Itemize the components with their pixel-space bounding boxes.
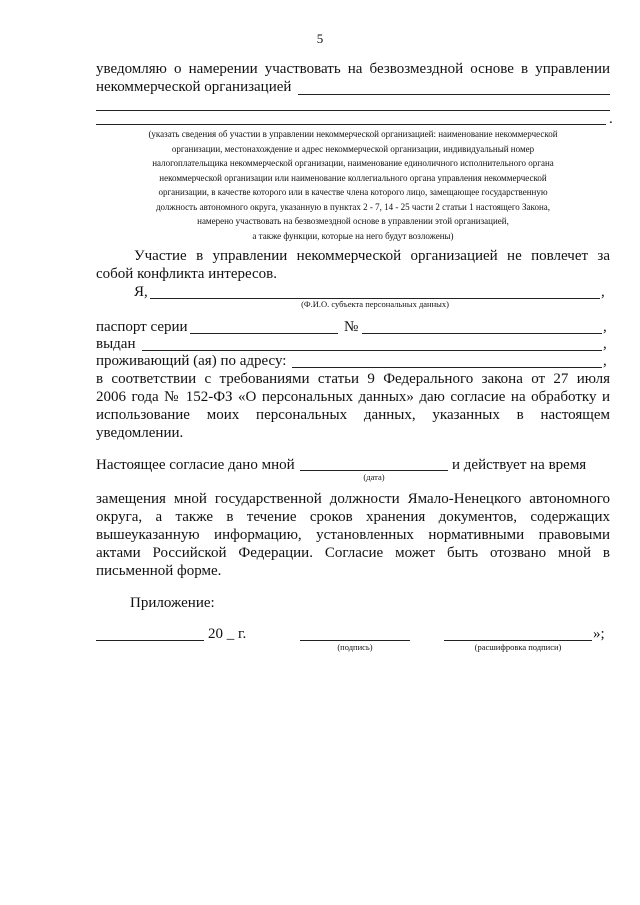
number-label: №	[344, 319, 359, 335]
passport-number-field[interactable]	[362, 333, 602, 334]
ya-end: ,	[601, 284, 605, 300]
date-caption: (дата)	[363, 472, 385, 482]
passport-series-field[interactable]	[190, 333, 338, 334]
notify-line-2: некоммерческой организацией	[96, 79, 292, 95]
explanatory-note	[96, 127, 610, 243]
consent-body-line: в соответствии с требованиями статьи 9 Федерального закона от 27 июля	[96, 371, 610, 387]
note-line: организации, в качестве которого или в качестве члена которого лицо, замещающее государственную	[158, 187, 548, 197]
consent-body-line: использование моих персональных данных, указанных в настоящем	[96, 407, 610, 423]
notify-line-1: уведомляю о намерении участвовать на безвозмездной основе в управлении	[96, 61, 610, 77]
issued-field[interactable]	[142, 350, 602, 351]
date-day-field[interactable]	[96, 640, 204, 641]
given-suffix: и действует на время	[452, 457, 587, 473]
consent-body-last: уведомлении.	[96, 425, 184, 441]
attachment-label: Приложение:	[130, 595, 215, 611]
date-field[interactable]	[300, 470, 448, 471]
address-label: проживающий (ая) по адресу:	[96, 353, 287, 369]
passport-end: ,	[603, 319, 607, 335]
passport-label: паспорт серии	[96, 319, 188, 335]
given-body-line: вышеуказанную информацию, установленных нормативными правовыми	[96, 527, 610, 543]
organization-field-line-3[interactable]	[96, 124, 606, 125]
given-body-last: письменной форме.	[96, 563, 222, 579]
given-body-line: округа, а также в течение сроков хранения документов, содержащих	[96, 509, 610, 525]
given-body-line: актами Российской Федерации. Согласие может быть отозвано мной в	[96, 545, 610, 561]
ya-label: Я,	[134, 284, 148, 300]
note-line: налогоплательщика некоммерческой организации, наименование единоличного исполнительного органа	[152, 158, 554, 168]
consent-body-line: 2006 года № 152-ФЗ «О персональных данных» даю согласие на обработку и	[96, 389, 610, 405]
signature-field[interactable]	[300, 640, 410, 641]
note-line: (указать сведения об участии в управлении некоммерческой организацией: наименование некоммерческой	[148, 129, 558, 139]
given-label: Настоящее согласие дано мной	[96, 457, 295, 473]
signature-decoding-field[interactable]	[444, 640, 592, 641]
note-line: должность автономного округа, указанную в пунктах 2 - 7, 14 - 25 части 2 статьи 1 настоящего Закона,	[155, 201, 551, 212]
year-text: 20 _ г.	[208, 626, 247, 642]
note-line: а также функции, которые на него будут возложены)	[252, 230, 454, 241]
trailing-mark: .	[609, 111, 613, 127]
note-line: организации, местонахождение и адрес некоммерческой организации, индивидуальный номер	[171, 143, 535, 154]
conflict-line-1: Участие в управлении некоммерческой организацией не повлечет за	[134, 248, 610, 264]
issued-label: выдан	[96, 336, 136, 352]
fio-caption: (Ф.И.О. субъекта персональных данных)	[301, 299, 449, 309]
organization-field[interactable]	[298, 94, 610, 95]
decoding-caption: (расшифровка подписи)	[474, 642, 562, 652]
note-line: некоммерческой организации или наименование коллегиального органа управления некоммерческой	[159, 172, 547, 183]
given-body-line: замещения мной государственной должности Ямало-Ненецкого автономного	[96, 491, 610, 507]
address-field[interactable]	[292, 367, 602, 368]
organization-field-line-2[interactable]	[96, 110, 610, 111]
address-end: ,	[603, 353, 607, 369]
page-number: 5	[316, 31, 324, 46]
signature-caption: (подпись)	[337, 642, 373, 652]
conflict-line-2: собой конфликта интересов.	[96, 266, 278, 282]
end-mark: »;	[593, 626, 605, 642]
issued-end: ,	[603, 336, 607, 352]
note-line: намерено участвовать на безвозмездной основе в управлении этой организацией,	[197, 216, 509, 226]
